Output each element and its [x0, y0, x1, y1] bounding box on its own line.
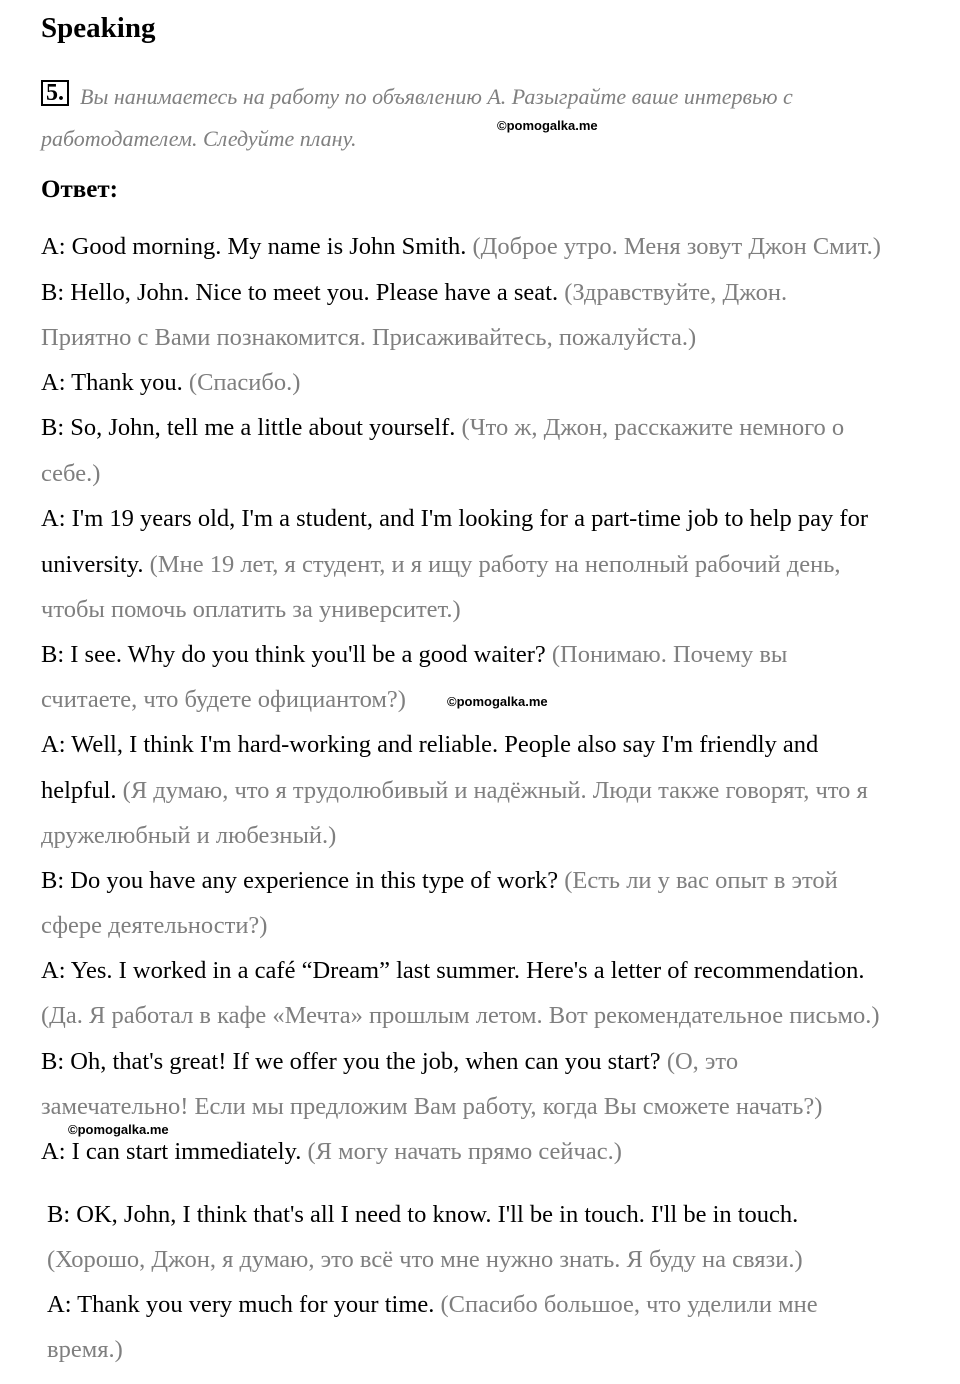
russian-translation: Приятно с Вами познакомится. Присаживайтесь, пожалуйста.): [41, 324, 697, 351]
russian-translation: замечательно! Если мы предложим Вам работу, когда Вы сможете начать?): [41, 1093, 823, 1120]
russian-translation: сфере деятельности?): [41, 912, 268, 939]
english-text: A: Good morning. My name is John Smith.: [41, 233, 473, 260]
dialogue-line: [41, 278, 787, 308]
russian-translation: (Что ж, Джон, расскажите немного о: [461, 414, 845, 441]
dialogue-line: [41, 459, 100, 489]
russian-translation: (Мне 19 лет, я студент, и я ищу работу на неполный рабочий день,: [149, 551, 841, 578]
task-number: 5.: [41, 80, 69, 106]
russian-translation: (Есть ли у вас опыт в этой: [564, 867, 838, 894]
english-text: B: Hello, John. Nice to meet you. Please have a seat.: [41, 279, 565, 306]
russian-translation: дружелюбный и любезный.): [41, 822, 337, 849]
russian-translation: (О, это: [666, 1048, 739, 1075]
dialogue-line: [41, 821, 336, 851]
dialogue-line: [41, 776, 868, 806]
russian-translation: (Понимаю. Почему вы: [551, 641, 788, 668]
dialogue-line: [41, 956, 865, 986]
dialogue-line: [41, 323, 696, 353]
english-text: B: Do you have any experience in this type of work?: [41, 867, 565, 894]
english-text: A: I'm 19 years old, I'm a student, and I'm looking for a part-time job to help pay for: [41, 505, 868, 532]
english-text: B: Oh, that's great! If we offer you the job, when can you start?: [41, 1048, 667, 1075]
dialogue-line: [41, 730, 818, 760]
english-text: A: Yes. I worked in a café “Dream” last summer. Here's a letter of recommendation.: [41, 957, 865, 984]
russian-translation: (Доброе утро. Меня зовут Джон Смит.): [472, 233, 881, 260]
watermark: ©pomogalka.me: [68, 1122, 169, 1137]
russian-translation: (Спасибо большое, что уделили мне: [440, 1291, 818, 1318]
russian-translation: себе.): [41, 460, 101, 487]
answer-label: Ответ:: [41, 176, 118, 203]
english-text: A: Thank you.: [41, 369, 189, 396]
russian-translation: чтобы помочь оплатить за университет.): [41, 596, 461, 623]
dialogue-line: [41, 1047, 738, 1077]
russian-translation: время.): [47, 1336, 123, 1363]
dialogue-line: [41, 550, 841, 580]
dialogue-line: [41, 595, 461, 625]
dialogue-line: [41, 640, 787, 670]
russian-translation: (Да. Я работал в кафе «Мечта» прошлым летом. Вот рекомендательное письмо.): [41, 1002, 880, 1029]
watermark: ©pomogalka.me: [497, 118, 598, 133]
russian-translation: (Хорошо, Джон, я думаю, это всё что мне нужно знать. Я буду на связи.): [47, 1246, 803, 1273]
english-text: A: I can start immediately.: [41, 1138, 308, 1165]
english-text: A: Thank you very much for your time.: [47, 1291, 441, 1318]
dialogue-line: [41, 1001, 880, 1031]
russian-translation: (Я могу начать прямо сейчас.): [307, 1138, 622, 1165]
dialogue-line: [47, 1335, 123, 1365]
english-text: B: So, John, tell me a little about yourself.: [41, 414, 462, 441]
task-text-line1: Вы нанимаетесь на работу по объявлению А. Разыграйте ваше интервью с: [80, 84, 793, 109]
russian-translation: (Я думаю, что я трудолюбивый и надёжный. Люди также говорят, что я: [122, 777, 868, 804]
dialogue-line: [41, 1137, 622, 1167]
dialogue-line: [47, 1290, 818, 1320]
dialogue-line: [41, 413, 844, 443]
task-text-line2: работодателем. Следуйте плану.: [41, 126, 357, 151]
dialogue-line: [41, 911, 267, 941]
dialogue-line: [41, 685, 406, 715]
dialogue-line: [41, 368, 300, 398]
english-text: B: I see. Why do you think you'll be a good waiter?: [41, 641, 552, 668]
dialogue-line: [41, 504, 868, 534]
russian-translation: (Спасибо.): [188, 369, 301, 396]
dialogue-line: [47, 1245, 803, 1275]
dialogue-line: [47, 1200, 798, 1230]
dialogue-line: [41, 866, 838, 896]
watermark: ©pomogalka.me: [447, 694, 548, 709]
section-title: Speaking: [41, 12, 156, 44]
english-text: university.: [41, 551, 150, 578]
english-text: helpful.: [41, 777, 123, 804]
english-text: A: Well, I think I'm hard-working and reliable. People also say I'm friendly and: [41, 731, 819, 758]
russian-translation: считаете, что будете официантом?): [41, 686, 406, 713]
russian-translation: (Здравствуйте, Джон.: [564, 279, 788, 306]
dialogue-line: [41, 1092, 822, 1122]
dialogue-line: [41, 232, 881, 262]
english-text: B: OK, John, I think that's all I need to know. I'll be in touch. I'll be in touch.: [47, 1201, 799, 1228]
